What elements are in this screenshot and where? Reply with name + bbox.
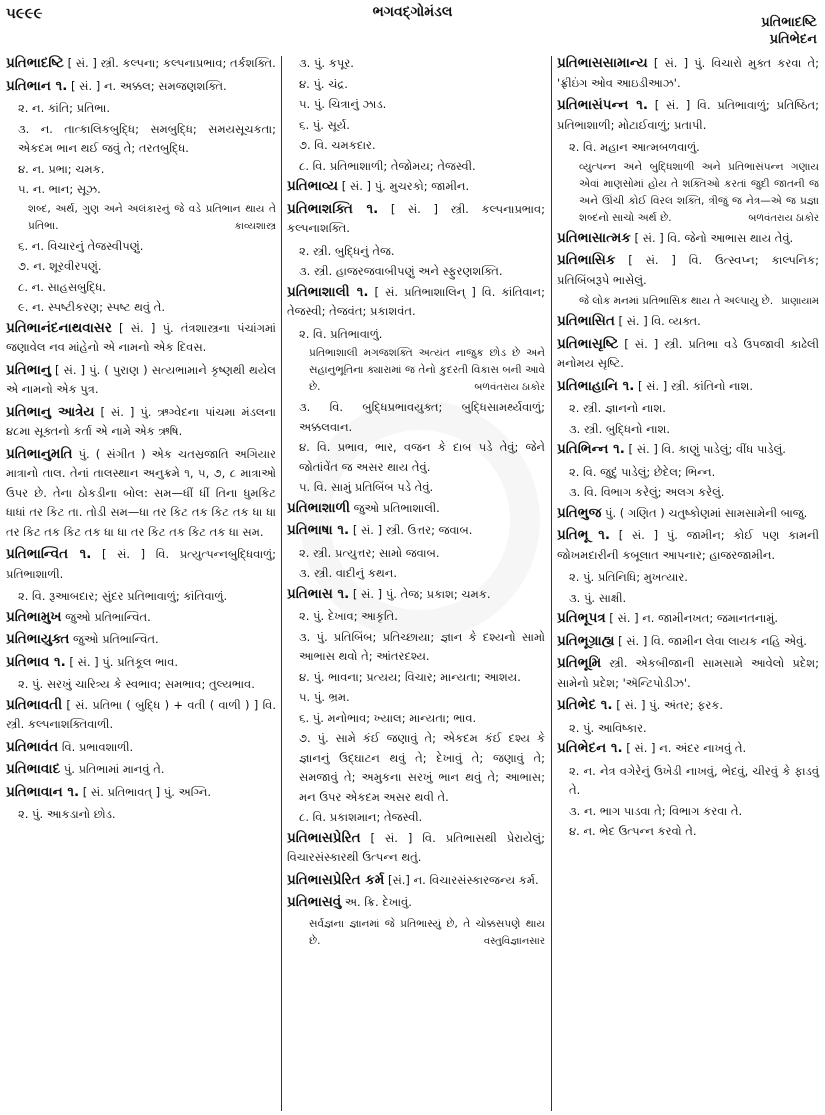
dictionary-entry — [557, 739, 819, 759]
sense: ૨. પું. આકડાનો છોડ. — [18, 807, 116, 821]
dictionary-entry — [557, 440, 819, 460]
dictionary-entry — [6, 445, 276, 543]
quotation-source: પ્રાણાયામ — [781, 296, 819, 307]
definition: [ સં. ] વિ. પ્રત્યુત્પન્નબુદ્ધિવાળું; પ્રતિભાશાળી. — [6, 547, 276, 581]
definition: [ સં. ] પું. તેજ; પ્રકાશ; ચમક. — [349, 586, 491, 601]
definition: [ સં. ] વિ. ઉત્સ્વપ્ન; કાલ્પનિક; પ્રતિબિંબરૂપે ભાસેલું. — [557, 253, 819, 287]
sense: ૩. પું. કપૂર. — [299, 56, 354, 70]
definition: [ સં. ] પું. પ્રતિકૂલ ભાવ. — [65, 654, 179, 669]
definition: [ સં. ] પું. જામીન; કોઈ પણ કામની જોખમદારીની કબૂલાત આપનાર; હાજરજામીન. — [557, 528, 819, 562]
headword: પ્રતિભાવાદ — [6, 761, 61, 777]
definition: પું. ( ગણિત ) ચતુષ્કોણમાં સામસામેની બાજુ. — [601, 505, 808, 520]
dictionary-entry — [287, 871, 545, 891]
dictionary-entry — [6, 630, 276, 650]
definition: પું. પ્રતિભામાં માનવું તે. — [60, 762, 165, 776]
definition: પું. ( સંગીત ) એક ચતસ્રજાતિ અગિયાર માત્રાનો તાલ. તેનાં તાલસ્થાન અનુક્રમે ૧, ૫, ૭, ૮ માત્રાઓ ઉપર છે. તેના ઠોકડીના બોલ: સમ—ધીં ધીં તિના ધુમકિટ ધાધાં તર કિટ તા. તોડી સમ—ધા તર કિટ તક કિટ તક ધા ધા તર કિટ તક કિટ તક ધા ધા તર કિટ તક કિટ તક ધા સમ. — [6, 446, 276, 539]
quotation-text: જે લોક મનમાં પ્રતિભાસિક થાય તે અલ્પાયુ છે. — [579, 295, 774, 307]
dictionary-entry — [6, 738, 276, 758]
headword: પ્રતિભાશાલી ૧. — [287, 283, 369, 300]
headword: પ્રતિભાવતી — [6, 696, 63, 713]
definition: [ સં. ] પું. ઋગ્વેદના પાંચમા મંડલના ૪૮મા સૂક્તનો કર્તા એ નામે એક ઋષિ. — [6, 404, 276, 438]
sense: ૪. ન. પ્રભા; ચમક. — [18, 161, 105, 176]
headword: પ્રતિભાસપ્રેરિત — [287, 829, 361, 846]
sense: ૮. વિ. પ્રતિભાશાળી; તેજોમય; તેજસ્વી. — [299, 158, 476, 173]
column-divider — [551, 56, 552, 1111]
dictionary-entry — [287, 585, 545, 605]
definition: [ સં. ] પું. વિચારો મુક્ત કરવા તે; 'ફ્રીઇંગ ઓવ આઇડીઆઝ'. — [557, 56, 819, 90]
sense: ૩. પું. સાક્ષી. — [569, 590, 627, 605]
sense: ૩. સ્ત્રી. વાદીનું કથન. — [299, 566, 397, 580]
quotation-text: સર્વજ્ઞના જ્ઞાનમાં જે પ્રતિભાસ્યું છે, તે ચોક્કસપણે થાય છે. — [309, 917, 545, 947]
sense: ૩. ન. ભાગ પાડવા તે; વિભાગ કરવા તે. — [569, 803, 743, 818]
sense: ૭. ન. શૂરવીરપણું. — [18, 259, 102, 273]
dictionary-entry — [287, 200, 545, 239]
column-3 — [557, 54, 819, 843]
quotation-source: કાવ્યશાસ્ત્ર — [234, 220, 276, 232]
sense: ૮. ન. સાહસબુદ્ધિ. — [18, 279, 106, 294]
sense: ૫. પું. ભ્રમ. — [299, 690, 350, 704]
definition: [ સં. ] પું. તંત્રશાસ્ત્રના પંચાંગમાં જણાવેલ નવ માંહેનો એ નામનો એક દિવસ. — [6, 320, 276, 354]
definition: [ સં. પ્રતિભાશાલિન્ ] વિ. કાંતિવાન; તેજસ્વી; તેજવંત; પ્રકાશવંત. — [287, 284, 545, 318]
headword: પ્રતિભૂમિ — [557, 655, 602, 671]
definition: [ સં. ] સ્ત્રી. પ્રતિભા વડે ઉપજાવી કાઢેલી મનોમય સૃષ્ટિ. — [557, 336, 819, 370]
column-2 — [287, 54, 545, 952]
dictionary-entry — [6, 760, 276, 780]
sense: ૯. ન. સ્પષ્ટીકરણ; સ્પષ્ટ થવું તે. — [18, 300, 166, 314]
headword: પ્રતિભાન ૧. — [6, 77, 68, 94]
quotation-text: શબ્દ, અર્થ, ગુણ અને અલંકારનું જે વડે પ્રતિભાન થાય તે પ્રતિભા. — [28, 202, 276, 232]
headword: પ્રતિભાન્વિત ૧. — [6, 546, 92, 562]
headword: પ્રતિભાસિક — [557, 252, 616, 268]
quotation-text: વ્યુત્પન્ન અને બુદ્ધિશાળી અને પ્રતિભાસંપન્ન ગણાય એવાં માણસોમાં હોય તે શક્તિઓ કરતાં જુદી જાતની જ અને ઊંચી કોઈ વિરલ શક્તિ, ત્રીજું જ નેત્ર—એ જ પ્રજ્ઞા શબ્દનો સાચો અર્થ છે. — [579, 160, 819, 224]
sense: ૨. ન. નેત્ર વગેરેનું ઉખેડી નાખવું, ભેદવું, ચીરવું કે ફાડવું તે. — [569, 763, 819, 797]
sense: ૨. વિ. પ્રતિભાવાળું. — [299, 326, 383, 341]
definition: [ સં. ] સ્ત્રી. કલ્પના; કલ્પનાપ્રભાવ; તર્કશક્તિ. — [63, 56, 276, 70]
headword: પ્રતિભાસપ્રેરિત કર્મ — [287, 871, 385, 888]
column-1 — [6, 54, 276, 826]
dictionary-entry — [6, 545, 276, 584]
definition: [ સં. ] ન. અક્કલ; સમજણશક્તિ. — [67, 78, 227, 93]
headword: પ્રતિભાહાનિ ૧. — [557, 377, 635, 394]
sense: ૨. સ્ત્રી. બુદ્ધિનું તેજ. — [299, 243, 395, 258]
headword: પ્રતિભેદ ૧. — [557, 697, 613, 713]
sense: ૨. પું. પ્રતિનિધિ; મુખત્યાર. — [569, 570, 688, 584]
sense: ૮. વિ. પ્રકાશમાન; તેજસ્વી. — [299, 810, 423, 824]
headword: પ્રતિભાનુ આત્રેય — [6, 403, 95, 420]
quotation-text: પ્રતિભાશાલી મગજશક્તિ અત્યંત નાજુક છોડ છે અને સહાનુભૂતિના ક્યારામાં જ તેનો કુદરતી વિકાસ બની આવે છે. — [309, 347, 545, 393]
dictionary-entry — [287, 499, 545, 519]
sense: ૫. પું. ચિત્રાનું ઝાડ. — [299, 97, 387, 111]
dictionary-entry — [6, 608, 276, 628]
dictionary-entry — [557, 526, 819, 565]
sense: ૩. પું. પ્રતિબિંબ; પ્રતિચ્છાયા; જ્ઞાન કે દશ્યનો સામો આભાસ થવો તે; આંતરદશ્ય. — [299, 629, 545, 663]
definition: [ સં. ] ન. જામીનખત; જમાનતનામું. — [605, 611, 779, 625]
definition: જુઓ પ્રતિભાન્વિત. — [69, 632, 159, 646]
quotation — [309, 345, 545, 396]
headword: પ્રતિભાસવું — [287, 894, 342, 910]
definition: વિ. પ્રભાવશાળી. — [58, 739, 134, 754]
guide-word-first: પ્રતિભાદષ્ટિ — [761, 15, 817, 30]
quotation-source: બળવંતરાય ઠાકોર — [474, 382, 545, 393]
dictionary-entry — [557, 96, 819, 135]
sense: ૭. વિ. ચમકદાર. — [299, 138, 376, 152]
dictionary-entry — [6, 319, 276, 358]
dictionary-entry — [557, 654, 819, 693]
sense: ૩. વિ. બુદ્ધિપ્રભાવયુક્ત; બુદ્ધિસામર્થ્યવાળું; અક્કલવાન. — [299, 400, 545, 434]
sense: ૬. પું. મનોભાવ; ખ્યાલ; માન્યતા; ભાવ. — [299, 710, 477, 725]
sense: ૩. વિ. વિભાગ કરેલું; અલગ કરેલું. — [569, 485, 725, 499]
definition: સ્ત્રી. એકબીજાની સામસામે આવેલો પ્રદેશ; સામેનો પ્રદેશ; 'ઍન્ટિપોડીઝ'. — [557, 656, 819, 690]
sense: ૪. વિ. પ્રભાવ, ભાર, વજન કે દાબ પડે તેવું; જેને જોતાંવેંત જ અસર થાય તેવું. — [299, 440, 545, 474]
sense: ૨. વિ. રૂઆબદાર; સુંદર પ્રતિભાવાળું; કાંતિવાળું. — [18, 589, 228, 603]
guide-word-last: પ્રતિભેદન — [769, 32, 817, 47]
headword: પ્રતિભાવાન ૧. — [6, 783, 80, 800]
dictionary-entry — [557, 609, 819, 629]
definition: [ સં. ] પું. મુચરકો; જામીન. — [338, 179, 470, 193]
quotation — [579, 159, 819, 227]
definition: [ સં. પ્રતિભા ( બુદ્ધિ ) + વતી ( વાળી ) ] વિ. સ્ત્રી. કલ્પનાશક્તિવાળી. — [6, 697, 276, 731]
headword: પ્રતિભાદષ્ટિ — [6, 55, 64, 71]
headword: પ્રતિભાવંત — [6, 738, 59, 755]
dictionary-entry — [6, 361, 276, 400]
dictionary-entry — [557, 229, 819, 249]
definition: [ સં. ] વિ. કાણું પાડેલું; વીંધ પાડેલું. — [624, 442, 786, 456]
sense: ૪. પું. ચંદ્ર. — [299, 76, 348, 91]
definition: જુઓ પ્રતિભાન્વિત. — [61, 609, 151, 624]
dictionary-entry — [6, 783, 276, 803]
definition: [ સં. ] સ્ત્રી. ઉત્તર; જવાબ. — [349, 523, 473, 537]
headword: પ્રતિભાષા ૧. — [287, 522, 350, 538]
dictionary-entry — [6, 403, 276, 442]
headword: પ્રતિભૂપત્ર — [557, 610, 606, 626]
headword: પ્રતિભાશક્તિ ૧. — [287, 200, 379, 217]
headword: પ્રતિભૂગ્રાહ્ય — [557, 632, 615, 649]
sense: ૭. પું. સામે કંઈ જણાવું તે; એકદમ કંઈ દશ્ય કે જ્ઞાનનું ઉદ્‌ઘાટન થવું તે; દેખાવું તે; જણાવું તે; સમજાવું તે; અમુકના સરખું ભાન થવું તે; આભાસ; મન ઉપર એકદમ અસર થવી તે. — [299, 731, 545, 804]
dictionary-entry — [6, 77, 276, 97]
definition: [ સં. ] સ્ત્રી. કલ્પનાપ્રભાવ; કલ્પનાશક્તિ. — [287, 201, 545, 235]
sense: ૨. સ્ત્રી. પ્રત્યુત્તર; સામો જવાબ. — [299, 545, 440, 560]
dictionary-entry — [557, 696, 819, 716]
sense: ૫. વિ. સામું પ્રતિબિંબ પડે તેવું. — [299, 480, 434, 494]
sense: ૫. ન. ભાન; સૂઝ. — [18, 182, 101, 196]
dictionary-entry — [557, 54, 819, 93]
definition: [ સં. ] વિ. વ્યક્ત. — [614, 314, 701, 328]
column-divider — [281, 56, 282, 1111]
definition: [ સં. ] વિ. જેનો આભાસ થાય તેવું. — [630, 230, 794, 245]
headword: પ્રતિભાસૃષ્ટિ — [557, 335, 619, 352]
headword: પ્રતિભાનંદનાથવાસર — [6, 319, 112, 336]
sense: ૬. ન. વિચારનું તેજસ્વીપણું. — [18, 238, 144, 253]
headword: પ્રતિભાસ ૧. — [287, 585, 350, 602]
dictionary-entry — [557, 312, 819, 332]
sense: ૪. ન. ભેદ ઉત્પન્ન કરવો તે. — [569, 824, 697, 838]
headword: પ્રતિભિન્ન ૧. — [557, 441, 625, 457]
headword: પ્રતિભાસિત — [557, 313, 615, 329]
definition: [ સં. ] સ્ત્રી. કાંતિનો નાશ. — [634, 378, 754, 393]
headword: પ્રતિભાવ ૧. — [6, 653, 66, 670]
dictionary-entry — [6, 653, 276, 673]
dictionary-entry — [557, 504, 819, 524]
quotation — [309, 916, 545, 950]
dictionary-entry — [6, 54, 276, 74]
definition: [ સં. ] વિ. પ્રતિભાવાળું; પ્રતિષ્ઠિત; પ્રતિભાશાળી; મોટાઈવાળું; પ્રતાપી. — [557, 98, 819, 132]
dictionary-entry — [557, 335, 819, 374]
page-number: ૫૯૯૯ — [6, 4, 43, 22]
headword: પ્રતિભાસંપન્ન ૧. — [557, 97, 648, 113]
sense: ૨. વિ. જુદું પાડેલું; છેદેલ; ભિન્ન. — [569, 464, 716, 479]
dictionary-entry — [287, 177, 545, 197]
dictionary-entry — [287, 829, 545, 868]
headword: પ્રતિભાસાત્મક — [557, 229, 631, 246]
quotation-source: વસ્તુવિજ્ઞાનસાર — [483, 935, 545, 947]
dictionary-entry — [287, 893, 545, 913]
definition: અ. ક્રિ. દેખાવું. — [341, 895, 412, 909]
page-header — [0, 0, 825, 58]
guide-words — [761, 14, 817, 48]
definition: [ સં. ] પું. અંતર; ફરક. — [612, 698, 724, 712]
sense: ૨. પું. સરખું ચારિત્ર્ય કે સ્વભાવ; સમભાવ; તુલ્યભાવ. — [18, 677, 255, 691]
sense: ૪. પું. ભાવના; પ્રત્યય; વિચાર; માન્યતા; આશય. — [299, 669, 521, 684]
dictionary-entry — [287, 283, 545, 322]
sense: ૨. પું. દેખાવ; આકૃતિ. — [299, 609, 398, 623]
dictionary-entry — [557, 377, 819, 397]
sense: ૨. પું. આવિષ્કાર. — [569, 720, 647, 735]
quotation — [579, 293, 819, 310]
dictionary-entry — [6, 696, 276, 735]
definition: [ સં. ] વિ. પ્રતિભાસથી પ્રેરાયેલું; વિચારસંસ્કારથી ઉત્પન્ન થતું. — [287, 830, 545, 864]
headword: પ્રતિભામુખ — [6, 608, 62, 625]
definition: [ સં. ] ન. અંદર નાખવું તે. — [622, 741, 747, 755]
sense: ૬. પું. સૂર્ય. — [299, 117, 350, 132]
sense: ૨. સ્ત્રી. જ્ઞાનનો નાશ. — [569, 401, 666, 415]
definition: [સં.] ન. વિચારસંસ્કારજન્ય કર્મ. — [384, 872, 539, 887]
headword: પ્રતિભાશાળી — [287, 499, 350, 516]
sense: ૨. ન. કાંતિ; પ્રતિભા. — [18, 101, 110, 115]
headword: પ્રતિભાનુમતિ — [6, 445, 73, 462]
definition: [ સં. પ્રતિભાવત્ ] પું. અગ્નિ. — [79, 784, 212, 799]
headword: પ્રતિભાયુક્ત — [6, 631, 70, 647]
book-title: ભગવદ્ગોમંડલ — [372, 4, 453, 20]
headword: પ્રતિભેદન ૧. — [557, 740, 623, 756]
dictionary-entry — [557, 251, 819, 290]
sense: ૩. સ્ત્રી. હાજરજવાબીપણું અને સ્ફુરણશક્તિ. — [299, 264, 503, 278]
sense: ૨. વિ. મહાન આત્મબળવાળું. — [569, 140, 700, 154]
quotation — [28, 201, 276, 235]
headword: પ્રતિભાસસામાન્ય — [557, 55, 648, 71]
headword: પ્રતિભુજ — [557, 504, 602, 521]
definition: [ સં. ] વિ. જામીન લેવા લાયક નહિ એવું. — [614, 633, 807, 648]
headword: પ્રતિભૂ ૧. — [557, 527, 611, 543]
dictionary-entry — [287, 521, 545, 541]
definition: જુઓ પ્રતિભાશાલી. — [349, 500, 440, 515]
headword: પ્રતિભાનુ — [6, 361, 51, 378]
dictionary-entry — [557, 632, 819, 652]
quotation-source: બળવંતરાય ઠાકોર — [748, 212, 819, 224]
headword: પ્રતિભાવ્ય — [287, 178, 339, 194]
sense: ૩. ન. તાત્કાલિકબુદ્ધિ; સમબુદ્ધિ; સમયસૂચકતા; એકદમ ભાન થઈ જવું તે; તરતબુદ્ધિ. — [18, 121, 276, 155]
definition: [ સં. ] પું. ( પુરાણ ) સત્યભામાને કૃષ્ણથી થયેલ એ નામનો એક પુત્ર. — [6, 362, 276, 396]
sense: ૩. સ્ત્રી. બુદ્ધિનો નાશ. — [569, 421, 671, 436]
